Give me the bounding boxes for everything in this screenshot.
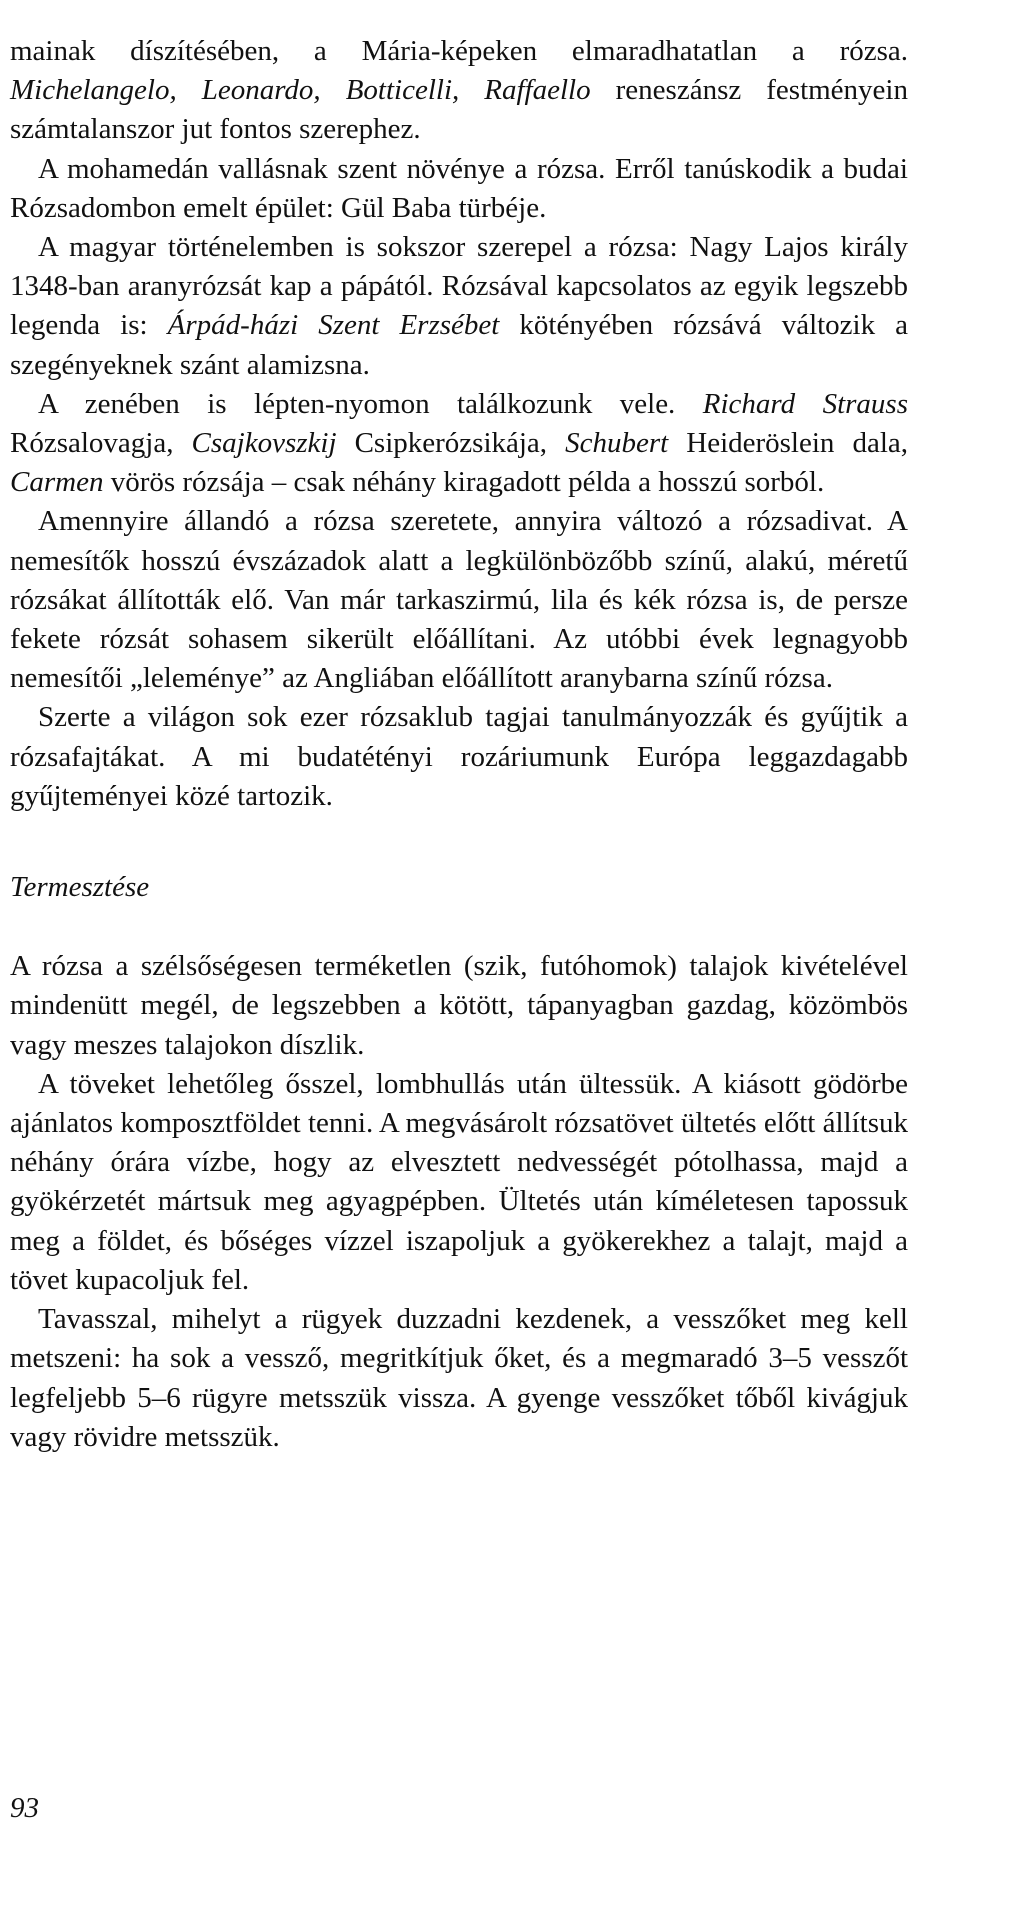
text-run: Csipkerózsikája, xyxy=(354,427,548,460)
composer-name: Schubert xyxy=(565,427,669,460)
text-run: A zenében is lépten-nyomon találkozunk vele. xyxy=(38,387,676,420)
text-run: Rózsalovagja, xyxy=(10,427,174,460)
paragraph-soil: A rózsa a szélsőségesen terméketlen (szik, futóhomok) talajok kivételével mindenütt megél, de legszebben a kötött, tápanyagban gazdag, közömbös vagy meszes talajokon díszlik. xyxy=(10,950,908,1061)
page-number: 93 xyxy=(10,1792,39,1824)
text-run: Heideröslein dala, xyxy=(686,427,909,460)
section-heading: Termesztése xyxy=(10,871,150,904)
opera-name: Carmen xyxy=(10,466,104,499)
paragraph-art xyxy=(10,32,908,150)
composer-name: Richard Strauss xyxy=(702,387,908,420)
text-run: A magyar történelemben is sokszor szerepel a rózsa: Nagy Lajos király 1348-ban aranyrózsát kap a pápától. Rózsával kapcsolatos az egyik legszebb legenda is: xyxy=(10,231,908,342)
page-text xyxy=(10,32,908,1457)
paragraph-clubs: Szerte a világon sok ezer rózsaklub tagjai tanulmányozzák és gyűjtik a rózsafajtákat. A mi budatétényi rozáriumunk Európa leggazdagabb gyűjteményei közé tartozik. xyxy=(10,701,908,812)
paragraph-pruning: Tavasszal, mihelyt a rügyek duzzadni kezdenek, a vesszőket meg kell metszeni: ha sok a vessző, megritkítjuk őket, és a megmaradó 3–5 vesszőt legfeljebb 5–6 rügyre metsszük vissza. A gyenge vesszőket tőből kivágjuk vagy rövidre metsszük. xyxy=(10,1303,908,1453)
text-run: vörös rózsája – csak néhány kiragadott példa a hosszú sorból. xyxy=(110,466,825,499)
paragraph-fashion: Amennyire állandó a rózsa szeretete, annyira változó a rózsadivat. A nemesítők hosszú évszázadok alatt a legkülönbözőbb színű, alakú, méretű rózsákat állították elő. Van már tarkaszirmú, lila és kék rózsa is, de persze fekete rózsát sohasem sikerült előállítani. Az utóbbi évek legnagyobb nemesítői „leleménye” az Angliában előállított aranybarna színű rózsa. xyxy=(10,505,908,695)
saint-name: Árpád-házi Szent Erzsébet xyxy=(167,309,500,342)
paragraph-music xyxy=(10,385,908,503)
text-run: kötényében rózsává változik a szegényeknek szánt alamizsna. xyxy=(10,309,909,381)
text-run: reneszánsz festményein számtalanszor jut fontos szerephez. xyxy=(10,74,908,146)
paragraph-history xyxy=(10,228,908,385)
text-run: mainak díszítésében, a Mária-képeken elmaradhatatlan a rózsa. xyxy=(10,35,908,67)
artist-names: Michelangelo, Leonardo, Botticelli, Raffaello xyxy=(10,74,591,107)
paragraph-islam: A mohamedán vallásnak szent növénye a rózsa. Erről tanúskodik a budai Rózsadombon emelt épület: Gül Baba türbéje. xyxy=(10,152,908,224)
composer-name: Csajkovszkij xyxy=(191,427,337,460)
paragraph-planting: A töveket lehetőleg ősszel, lombhullás után ültessük. A kiásott gödörbe ajánlatos komposztföldet tenni. A megvásárolt rózsatövet ültetés előtt állítsuk néhány órára vízbe, hogy az elvesztett nedvességét pótolhassa, majd a gyökérzetét mártsuk meg agyagpépben. Ültetés után kíméletesen tapossuk meg a földet, és bőséges vízzel iszapoljuk a gyökerekhez a talajt, majd a tövet kupacoljuk fel. xyxy=(10,1067,908,1296)
